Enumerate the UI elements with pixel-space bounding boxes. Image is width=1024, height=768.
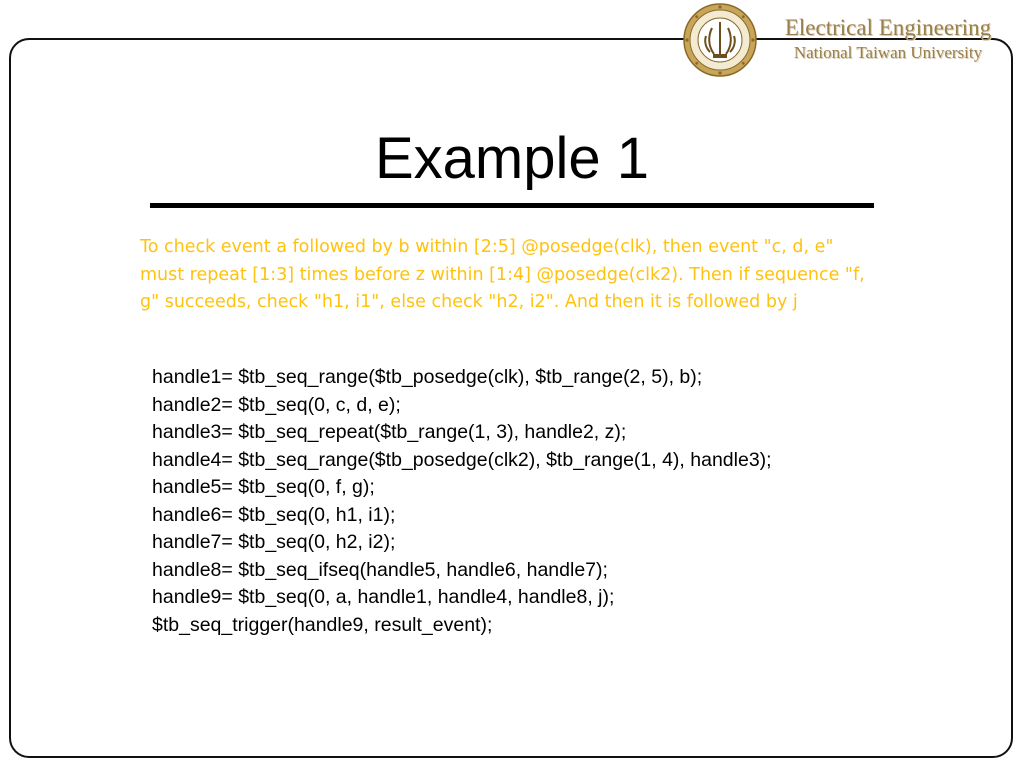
organization-name [766, 14, 1010, 64]
code-line: handle6= $tb_seq(0, h1, i1); [152, 503, 396, 526]
code-line: handle7= $tb_seq(0, h2, i2); [152, 531, 396, 553]
code-line: handle5= $tb_seq(0, f, g); [152, 476, 375, 498]
university-seal-logo [682, 2, 758, 78]
code-line: handle2= $tb_seq(0, c, d, e); [152, 393, 401, 416]
title-divider [150, 203, 874, 208]
code-line: handle8= $tb_seq_ifseq(handle5, handle6, handle7); [152, 558, 608, 581]
code-line: handle3= $tb_seq_repeat($tb_range(1, 3), handle2, z); [152, 421, 627, 443]
slide-title: Example 1 [374, 126, 650, 191]
code-line: $tb_seq_trigger(handle9, result_event); [152, 613, 493, 636]
code-block [152, 364, 912, 639]
example-description: To check event a followed by b within [2:5] @posedge(clk), then event "c, d, e" must repeat [1:3] times before z within [1:4] @posedge(clk2). Then if sequence "f, g" succeeds, check "h1, i1", else check "h2, i2". And then it is followed by j [140, 237, 865, 312]
code-line: handle1= $tb_seq_range($tb_posedge(clk), $tb_range(2, 5), b); [152, 366, 703, 388]
code-line: handle9= $tb_seq(0, a, handle1, handle4, handle8, j); [152, 586, 615, 608]
university-name: National Taiwan University [793, 43, 983, 62]
code-line: handle4= $tb_seq_range($tb_posedge(clk2), $tb_range(1, 4), handle3); [152, 448, 772, 471]
department-name: Electrical Engineering [784, 15, 992, 40]
